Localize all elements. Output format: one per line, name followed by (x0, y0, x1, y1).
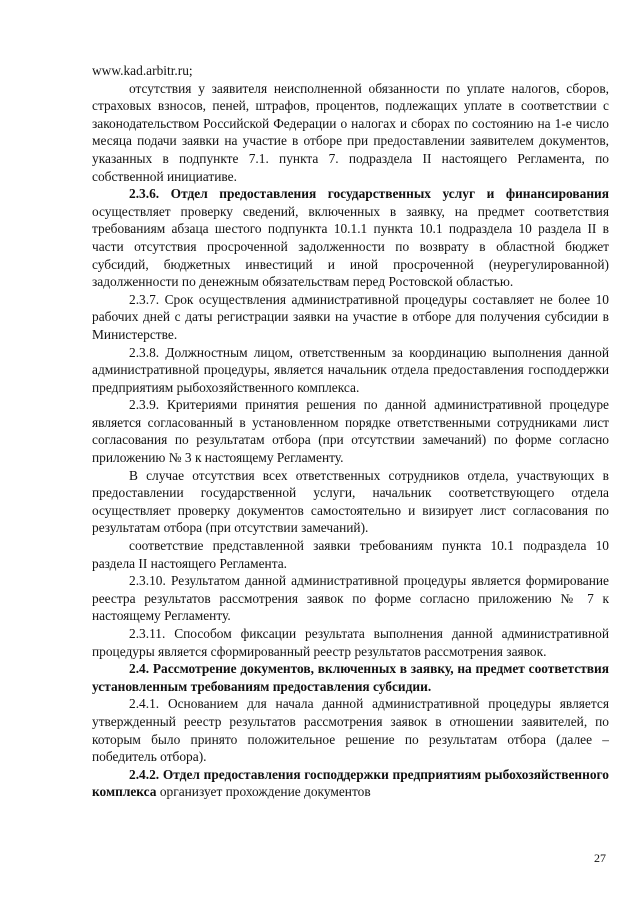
section-heading: 2.4. Рассмотрение документов, включенных в заявку, на предмет соответствия установленным требованиям предоставления субсидии. (92, 661, 609, 694)
paragraph-6: 2.3.9. Критериями принятия решения по данной административной процедуре является согласованный в установленном порядке ответственными сотрудниками лист согласования по результатам отбора (при отсутствии замечаний) по форме согласно приложению № 3 к настоящему Регламенту. (92, 397, 609, 466)
paragraph-9: 2.3.10. Результатом данной административной процедуры является формирование реестра результатов рассмотрения заявок по форме согласно приложению № 7 к настоящему Регламенту. (92, 573, 609, 624)
paragraph-3: 2.3.6. Отдел предоставления государственных услуг и финансирования осуществляет проверку сведений, включенных в заявку, на предмет соответствия требованиям абзаца шестого подпункта 10.1.1 пункта 10.1 подраздела 10 раздела II в части отсутствия просроченной задолженности по возврату в областной бюджет субсидий, бюджетных инвестиций и иной просроченной (неурегулированной) задолженности по денежным обязательствам перед Ростовской областью. (92, 186, 609, 290)
document-body (92, 62, 609, 801)
paragraph-5: 2.3.8. Должностным лицом, ответственным за координацию выполнения данной административной процедуры, является начальник отдела предоставления господдержки предприятиям рыбохозяйственного комплекса. (92, 344, 609, 395)
page-number: 27 (594, 851, 606, 865)
paragraph-13: 2.4.2. Отдел предоставления господдержки предприятиям рыбохозяйственного комплекса организует прохождение документов (92, 766, 609, 800)
paragraph-12: 2.4.1. Основанием для начала данной административной процедуры является утвержденный реестр результатов рассмотрения заявок в отношении заявителей, по которым было принято положительное решение по результатам отбора (далее – победитель отбора). (92, 696, 609, 765)
paragraph-10: 2.3.11. Способом фиксации результата выполнения данной административной процедуры является сформированный реестр результатов рассмотрения заявок. (92, 626, 609, 659)
paragraph-4: 2.3.7. Срок осуществления административной процедуры составляет не более 10 рабочих дней с даты регистрации заявки на участие в отборе для получения субсидии в Министерстве. (92, 291, 609, 342)
paragraph-1: www.kad.arbitr.ru; (92, 63, 193, 78)
paragraph-8: соответствие представленной заявки требованиям пункта 10.1 подраздела 10 раздела II настоящего Регламента. (92, 538, 609, 571)
paragraph-2: отсутствия у заявителя неисполненной обязанности по уплате налогов, сборов, страховых взносов, пеней, штрафов, процентов, подлежащих уплате в соответствии с законодательством Российской Федерации о налогах и сборах по состоянию на 1-е число месяца подачи заявки на участие в отборе при предоставлении заявителем документов, указанных в подпункте 7.1. пункта 7. подраздела II настоящего Регламента, по собственной инициативе. (92, 80, 609, 184)
paragraph-7: В случае отсутствия всех ответственных сотрудников отдела, участвующих в предоставлении государственной услуги, начальник соответствующего отдела осуществляет проверку документов самостоятельно и визирует лист согласования по результатам отбора (при отсутствии замечаний). (92, 467, 609, 536)
